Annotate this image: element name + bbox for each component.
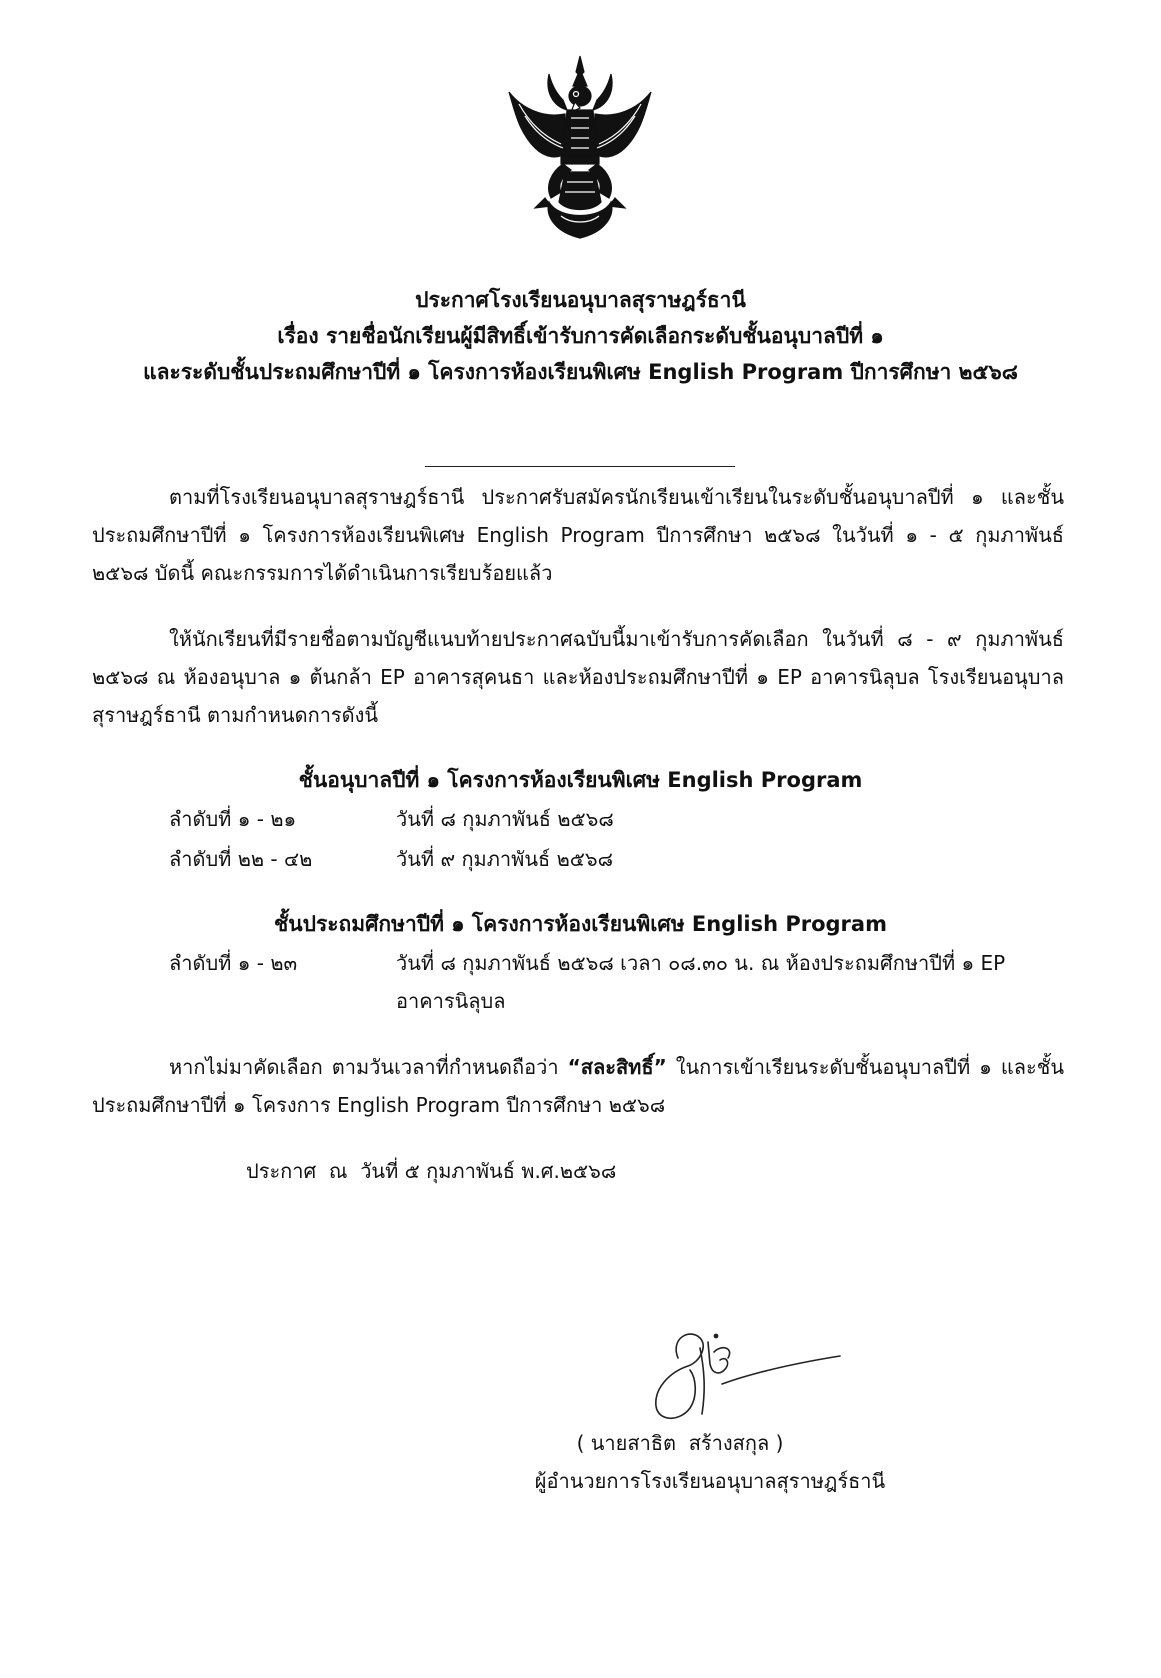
schedule-date: วันที่ ๙ กุมภาพันธ์ ๒๕๖๘ [396,847,614,871]
signer-name: ( นายสาธิต สร้างสกุล ) [576,1431,784,1455]
paragraph-forfeit [92,1048,1064,1124]
section-primary-heading: ชั้นประถมศึกษาปีที่ ๑ โครงการห้องเรียนพิเศษ English Program [274,912,887,936]
paragraph-2: ให้นักเรียนที่มีรายชื่อตามบัญชีแนบท้ายประกาศฉบับนี้มาเข้ารับการคัดเลือก ในวันที่ ๘ - ๙ กุมภาพันธ์ ๒๕๖๘ ณ ห้องอนุบาล ๑ ต้นกล้า EP อาคารสุคนธา และห้องประถมศึกษาปีที่ ๑ EP อาคารนิลุบล โรงเรียนอนุบาลสุราษฎร์ธานี ตามกำหนดการดังนี้ [92,627,1064,727]
schedule-range: ลำดับที่ ๒๒ - ๔๒ [169,847,313,871]
schedule-range: ลำดับที่ ๑ - ๒๑ [169,807,297,831]
announcement-date: ประกาศ ณ วันที่ ๕ กุมภาพันธ์ พ.ศ.๒๕๖๘ [246,1159,617,1183]
handwritten-signature-icon [630,1318,850,1428]
signer-title: ผู้อำนวยการโรงเรียนอนุบาลสุราษฎร์ธานี [534,1469,886,1493]
paragraph-1: ตามที่โรงเรียนอนุบาลสุราษฎร์ธานี ประกาศรับสมัครนักเรียนเข้าเรียนในระดับชั้นอนุบาลปีที่ ๑ และชั้นประถมศึกษาปีที่ ๑ โครงการห้องเรียนพิเศษ English Program ปีการศึกษา ๒๕๖๘ ในวันที่ ๑ - ๕ กุมภาพันธ์ ๒๕๖๘ บัดนี้ คณะกรรมการได้ดำเนินการเรียบร้อยแล้ว [92,485,1064,585]
garuda-emblem-icon [505,52,655,242]
document-title [60,282,1101,390]
schedule-date: วันที่ ๘ กุมภาพันธ์ ๒๕๖๘ เวลา ๐๘.๓๐ น. ณ ห้องประถมศึกษาปีที่ ๑ EP อาคารนิลุบล [396,951,1006,1013]
schedule-row [169,840,1069,878]
section-kindergarten-heading: ชั้นอนุบาลปีที่ ๑ โครงการห้องเรียนพิเศษ English Program [298,768,863,792]
title-divider [425,466,735,467]
schedule-row [169,944,1069,1020]
schedule-date: วันที่ ๘ กุมภาพันธ์ ๒๕๖๘ [396,807,614,831]
schedule-range: ลำดับที่ ๑ - ๒๓ [169,951,298,975]
forfeit-text-after: ในการเข้าเรียนระดับชั้นอนุบาลปีที่ ๑ และชั้นประถมศึกษาปีที่ ๑ โครงการ English Program ปีการศึกษา ๒๕๖๘ [92,1055,1065,1117]
title-line-2: เรื่อง รายชื่อนักเรียนผู้มีสิทธิ์เข้ารับการคัดเลือกระดับชั้นอนุบาลปีที่ ๑ [277,324,884,348]
forfeit-text-before: หากไม่มาคัดเลือก ตามวันเวลาที่กำหนดถือว่า [169,1055,568,1079]
title-line-1: ประกาศโรงเรียนอนุบาลสุราษฎร์ธานี [415,288,746,312]
title-line-3: และระดับชั้นประถมศึกษาปีที่ ๑ โครงการห้องเรียนพิเศษ English Program ปีการศึกษา ๒๕๖๘ [143,360,1018,384]
forfeit-emphasis: “สละสิทธิ์” [567,1055,667,1079]
schedule-row [169,800,1069,838]
